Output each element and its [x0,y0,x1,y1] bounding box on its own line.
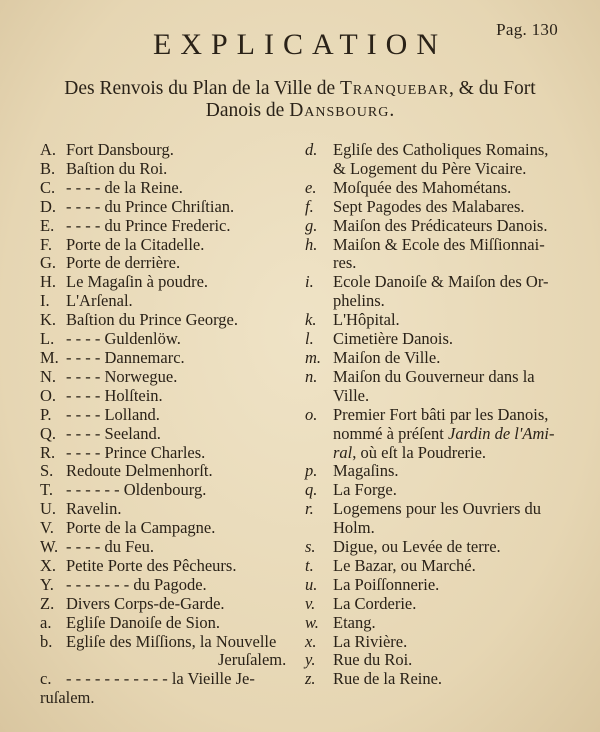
legend-entry [305,179,565,198]
entry-text-main: L'Arſenal. [66,291,133,311]
entry-key: m. [305,347,322,367]
entry-text-italic: ral [333,442,353,462]
entry-key [305,425,333,444]
entry-text [333,254,565,273]
entry-key: p. [305,461,318,481]
entry-key: f. [305,196,314,216]
legend-entry [40,481,305,500]
entry-text [66,670,305,689]
entry-text [66,425,305,444]
entry-key: W. [40,537,59,557]
legend-entry [40,292,305,311]
legend-entry [305,519,565,538]
entry-key: Z. [40,593,55,613]
entry-text-main: Cimetière Danois. [333,329,454,349]
subtitle [30,78,570,122]
entry-text-main: - - - - Seeland. [66,423,161,443]
entry-key: K. [40,310,57,330]
entry-text [66,444,305,463]
entry-text [333,670,565,689]
entry-text [66,141,305,160]
entry-key [305,519,333,538]
entry-text-main: - - - - du Prince Frederic. [66,215,231,235]
legend-entry [40,368,305,387]
legend-entry [305,311,565,330]
entry-text [333,538,565,557]
entry-key: G. [40,253,57,273]
legend-entry [305,633,565,652]
page-title: EXPLICATION [153,28,447,61]
legend-entry [305,500,565,519]
legend-entry [305,557,565,576]
entry-key: R. [40,442,56,462]
entry-text [333,651,565,670]
entry-text [66,633,305,652]
legend-entry [305,387,565,406]
entry-text-main: La Rivière. [333,631,408,651]
entry-text-main: Holm. [333,518,375,538]
entry-text-main: Maiſon du Gouverneur dans la [333,366,535,386]
entry-key [305,292,333,311]
entry-key: M. [40,347,59,367]
legend-entry [305,425,565,444]
entry-text [66,481,305,500]
entry-key: Q. [40,423,57,443]
entry-text-main: - - - - Dannemarc. [66,347,185,367]
entry-text-main: Maiſon de Ville. [333,347,441,367]
entry-text [333,519,565,538]
entry-key: U. [40,499,57,519]
entry-text [66,254,305,273]
entry-text-main: nommé à préſent [333,423,449,443]
entry-key: q. [305,480,318,500]
entry-text-main: res. [333,253,357,273]
entry-text-main: Porte de derrière. [66,253,181,273]
entry-text-main: Le Magaſin à poudre. [66,272,209,292]
legend-entry [40,273,305,292]
entry-text [333,425,565,444]
legend-entry [305,651,565,670]
entry-text [66,311,305,330]
entry-key: T. [40,480,53,500]
entry-text-main: Maiſon & Ecole des Miſſionnai- [333,234,545,254]
subtitle-text: Des Renvois du Plan de la Ville de [64,78,341,99]
town-name: Tranquebar [340,78,450,99]
legend-entry [40,500,305,519]
subtitle-text: . [389,100,395,121]
legend-entry [40,330,305,349]
entry-text-main: - - - - de la Reine. [66,177,183,197]
entry-text [66,330,305,349]
legend-entry [305,444,565,463]
legend-entry [40,576,305,595]
entry-key: Y. [40,574,54,594]
legend-entry [40,349,305,368]
entry-key: L. [40,329,55,349]
entry-text [333,462,565,481]
entry-key: S. [40,461,54,481]
entry-text-main: - - - - du Feu. [66,537,154,557]
entry-key [305,160,333,179]
entry-text [333,236,565,255]
entry-text [66,557,305,576]
entry-key: A. [40,140,57,159]
entry-key: a. [40,612,52,632]
entry-text-main: La Forge. [333,480,397,500]
legend-entry [40,614,305,633]
entry-key: D. [40,196,57,216]
entry-key: l. [305,329,314,349]
entry-text [333,198,565,217]
entry-text [333,292,565,311]
entry-key: g. [305,215,318,235]
legend-entry [305,198,565,217]
entry-text [66,406,305,425]
entry-text [66,519,305,538]
legend-entry [40,425,305,444]
legend-entry [305,670,565,689]
entry-text [333,217,565,236]
entry-key: v. [305,593,316,613]
entry-text-main: Ecole Danoiſe & Maiſon des Or- [333,272,549,292]
entry-key: P. [40,404,52,424]
entry-key [305,444,333,463]
legend-entry [305,481,565,500]
entry-text-main: - - - - - - Oldenbourg. [66,480,207,500]
entry-text-main: Magaſins. [333,461,399,481]
entry-text [66,368,305,387]
entry-key: x. [305,631,317,651]
entry-text-main: Divers Corps-de-Garde. [66,593,225,613]
legend-entry [305,217,565,236]
entry-key: d. [305,140,318,159]
entry-text [333,387,565,406]
legend-entry [305,406,565,425]
legend-entry [305,614,565,633]
entry-text-italic: Jardin de l'Ami- [448,423,555,443]
entry-text-main: - - - - Guldenlöw. [66,329,181,349]
entry-text [66,651,305,670]
entry-text [66,387,305,406]
legend-entry [40,217,305,236]
legend-entry [40,670,305,689]
legend-entry [305,462,565,481]
entry-text [333,633,565,652]
entry-key: C. [40,177,56,197]
entry-text [333,576,565,595]
entry-key [40,651,66,670]
entry-key: i. [305,272,314,292]
entry-text [333,614,565,633]
entry-key: V. [40,518,54,538]
legend-entry [40,160,305,179]
entry-key: s. [305,537,316,557]
entry-text [66,614,305,633]
legend-entry [40,689,305,708]
subtitle-text: , & du Fort [449,78,536,99]
entry-text [40,689,305,708]
legend-entry [305,141,565,160]
entry-text-main: ruſalem. [40,688,95,708]
entry-key: t. [305,555,314,575]
entry-text [66,292,305,311]
entry-key: y. [305,650,316,670]
entry-key: e. [305,177,317,197]
entry-text-main: Porte de la Citadelle. [66,234,205,254]
legend-entry [305,576,565,595]
legend-entry [305,595,565,614]
fort-name: Dansbourg [289,100,390,121]
entry-text-main: Jeruſalem. [218,650,287,670]
left-legend-column [40,141,305,708]
entry-text-main: Ravelin. [66,499,122,519]
entry-text-main: Rue du Roi. [333,650,413,670]
entry-text-main: Rue de la Reine. [333,669,443,689]
entry-text [333,311,565,330]
entry-text-main: - - - - - - - du Pagode. [66,574,207,594]
entry-text [333,160,565,179]
entry-text [66,349,305,368]
legend-entry [40,254,305,273]
entry-key [305,387,333,406]
legend-entry [305,254,565,273]
legend-entry [40,462,305,481]
entry-key: h. [305,234,318,254]
entry-key: E. [40,215,55,235]
entry-text-main: - - - - du Prince Chriſtian. [66,196,235,216]
entry-text-main: Sept Pagodes des Malabares. [333,196,525,216]
entry-text-main: - - - - - - - - - - - la Vieille Je- [66,669,255,689]
entry-key: B. [40,158,56,178]
entry-text [66,595,305,614]
legend-entry [40,557,305,576]
entry-text-main: Egliſe des Catholiques Romains, [333,140,549,159]
entry-text [66,273,305,292]
entry-text-after: , où eſt la Poudrerie. [352,442,487,462]
right-legend-column [305,141,565,689]
entry-text-main: Le Bazar, ou Marché. [333,555,476,575]
entry-text [333,481,565,500]
legend-entry [305,292,565,311]
entry-key: n. [305,366,318,386]
entry-text-main: Egliſe Danoiſe de Sion. [66,612,220,632]
entry-text-main: - - - - Holſtein. [66,385,163,405]
entry-text [333,273,565,292]
entry-text-main: La Corderie. [333,593,417,613]
entry-text-main: Redoute Delmenhorſt. [66,461,213,481]
entry-text [66,538,305,557]
entry-text-main: Logemens pour les Ouvriers du [333,499,542,519]
entry-text [66,236,305,255]
entry-text-main: Ville. [333,385,370,405]
entry-text-main: Baſtion du Roi. [66,158,168,178]
entry-text-main: Digue, ou Levée de terre. [333,537,501,557]
entry-key: c. [40,669,52,689]
entry-text [66,576,305,595]
legend-entry [305,349,565,368]
entry-key: u. [305,574,318,594]
legend-entry [40,519,305,538]
entry-text-main: Fort Dansbourg. [66,140,174,159]
entry-text-main: Moſquée des Mahométans. [333,177,512,197]
entry-key: N. [40,366,57,386]
entry-text [333,349,565,368]
entry-text [66,179,305,198]
entry-text [333,557,565,576]
entry-text [333,406,565,425]
entry-key: I. [40,291,50,311]
entry-key: F. [40,234,52,254]
entry-key: r. [305,499,314,519]
entry-text [66,217,305,236]
legend-entry [40,444,305,463]
entry-key: w. [305,612,319,632]
entry-text-main: & Logement du Père Vicaire. [333,158,527,178]
entry-text-main: Maiſon des Prédicateurs Danois. [333,215,548,235]
entry-text [66,462,305,481]
entry-key: o. [305,404,318,424]
entry-text [66,160,305,179]
entry-text-main: phelins. [333,291,385,311]
entry-key: k. [305,310,317,330]
entry-text-main: L'Hôpital. [333,310,400,330]
legend-entry [40,538,305,557]
legend-entry [40,595,305,614]
subtitle-text: Danois de [205,100,290,121]
legend-entry [40,141,305,160]
entry-text-main: Premier Fort bâti par les Danois, [333,404,549,424]
entry-text [333,330,565,349]
legend-entry [40,236,305,255]
entry-key [305,254,333,273]
legend-entry [305,236,565,255]
entry-text-main: La Poiſſonnerie. [333,574,440,594]
page-number: Pag. 130 [496,20,558,39]
legend-entry [305,368,565,387]
entry-text-main: Porte de la Campagne. [66,518,216,538]
legend-entry [40,179,305,198]
entry-text-main: Petite Porte des Pêcheurs. [66,555,237,575]
entry-text [333,595,565,614]
entry-key: X. [40,555,57,575]
entry-text [333,444,565,463]
entry-key: H. [40,272,57,292]
legend-entry [305,538,565,557]
entry-text-main: Baſtion du Prince George. [66,310,238,330]
entry-text [333,368,565,387]
entry-key: z. [305,669,316,689]
entry-text [333,500,565,519]
entry-text [333,141,565,160]
entry-text [66,198,305,217]
legend-entry [40,651,305,670]
legend-entry [40,387,305,406]
entry-text-main: Etang. [333,612,376,632]
legend-entry [40,406,305,425]
legend-entry [40,198,305,217]
entry-text-main: - - - - Lolland. [66,404,160,424]
legend-entry [40,311,305,330]
legend-entry [305,160,565,179]
entry-key: b. [40,631,53,651]
legend-entry [305,273,565,292]
legend-entry [40,633,305,652]
entry-key: O. [40,385,57,405]
entry-text [333,179,565,198]
legend-entry [305,330,565,349]
entry-text [66,500,305,519]
entry-text-main: Egliſe des Miſſions, la Nouvelle [66,631,277,651]
entry-text-main: - - - - Prince Charles. [66,442,206,462]
entry-text-main: - - - - Norwegue. [66,366,178,386]
